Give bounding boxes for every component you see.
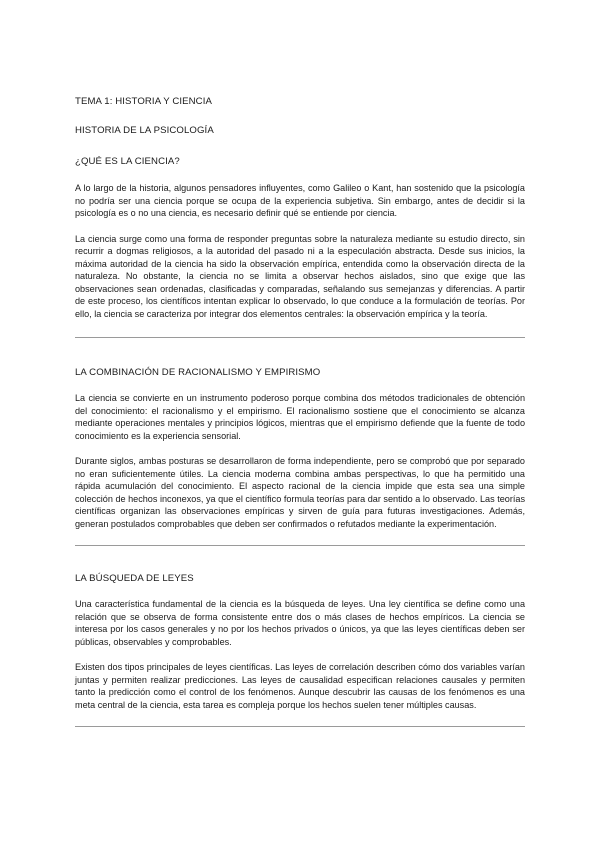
section-heading: LA BÚSQUEDA DE LEYES [75,573,194,584]
document-page [75,96,525,727]
paragraph: La ciencia surge como una forma de responder preguntas sobre la naturaleza mediante su estudio directo, sin recurrir a dogmas religiosos, a la autoridad del pasado ni a la especulación abstracta. Desde sus inicios, la máxima autoridad de la ciencia ha sido la observación empírica, entendida como la observación directa de la naturaleza. No obstante, la ciencia no se limita a observar hechos aislados, sino que exige que las observaciones sean ordenadas, clasificadas y comparadas, señalando sus semejanzas y diferencias. A partir de este proceso, los científicos intentan explicar lo observado, lo que conduce a la formulación de teorías. Por ello, la ciencia se caracteriza por integrar dos elementos centrales: la observación empírica y la teoría. [75,233,525,319]
paragraph: La ciencia se convierte en un instrumento poderoso porque combina dos métodos tradicionales de obtención del conocimiento: el racionalismo y el empirismo. El racionalismo sostiene que el conocimiento se alcanza mediante operaciones mentales y principios lógicos, mientras que el empirismo defiende que la fuente de todo conocimiento es la experiencia sensorial. [75,393,525,441]
paragraph: Durante siglos, ambas posturas se desarrollaron de forma independiente, pero se comprobó que por separado no eran suficientemente útiles. La ciencia moderna combina ambas perspectivas, lo que ha permitido una rápida acumulación del conocimiento. El aspecto racional de la ciencia impide que esta sea una simple colección de hechos inconexos, ya que el científico formula teorías para dar sentido a lo observado. Las teorías científicas organizan las observaciones empíricas y sirven de guía para futuras investigaciones. Además, generan postulados comprobables que deben ser confirmados o refutados mediante la experimentación. [75,456,525,529]
section-heading: LA COMBINACIÓN DE RACIONALISMO Y EMPIRISMO [75,367,321,378]
paragraph: A lo largo de la historia, algunos pensadores influyentes, como Galileo o Kant, han sostenido que la psicología no podría ser una ciencia porque se ocupa de la experiencia subjetiva. Sin embargo, antes de decidir si la psicología es o no una ciencia, es necesario definir qué se entiende por ciencia. [75,183,525,218]
section-divider [75,726,525,727]
section-heading: ¿QUÉ ES LA CIENCIA? [75,156,180,167]
section-divider [75,545,525,546]
section-divider [75,337,525,338]
document-subtitle: HISTORIA DE LA PSICOLOGÍA [75,125,214,136]
paragraph: Una característica fundamental de la ciencia es la búsqueda de leyes. Una ley científica se define como una relación que se observa de forma consistente entre dos o más clases de hechos empíricos. La ciencia se interesa por los casos generales y no por los hechos privados o únicos, ya que las leyes científicas deben ser públicas, observables y comprobables. [75,599,525,647]
paragraph: Existen dos tipos principales de leyes científicas. Las leyes de correlación describen cómo dos variables varían juntas y permiten realizar predicciones. Las leyes de causalidad especifican relaciones causales y permiten tanto la predicción como el control de los fenómenos. Aunque descubrir las causas de los fenómenos es una meta central de la ciencia, esta tarea es compleja porque los hechos suelen tener múltiples causas. [75,662,525,710]
course-title: TEMA 1: HISTORIA Y CIENCIA [75,96,212,107]
